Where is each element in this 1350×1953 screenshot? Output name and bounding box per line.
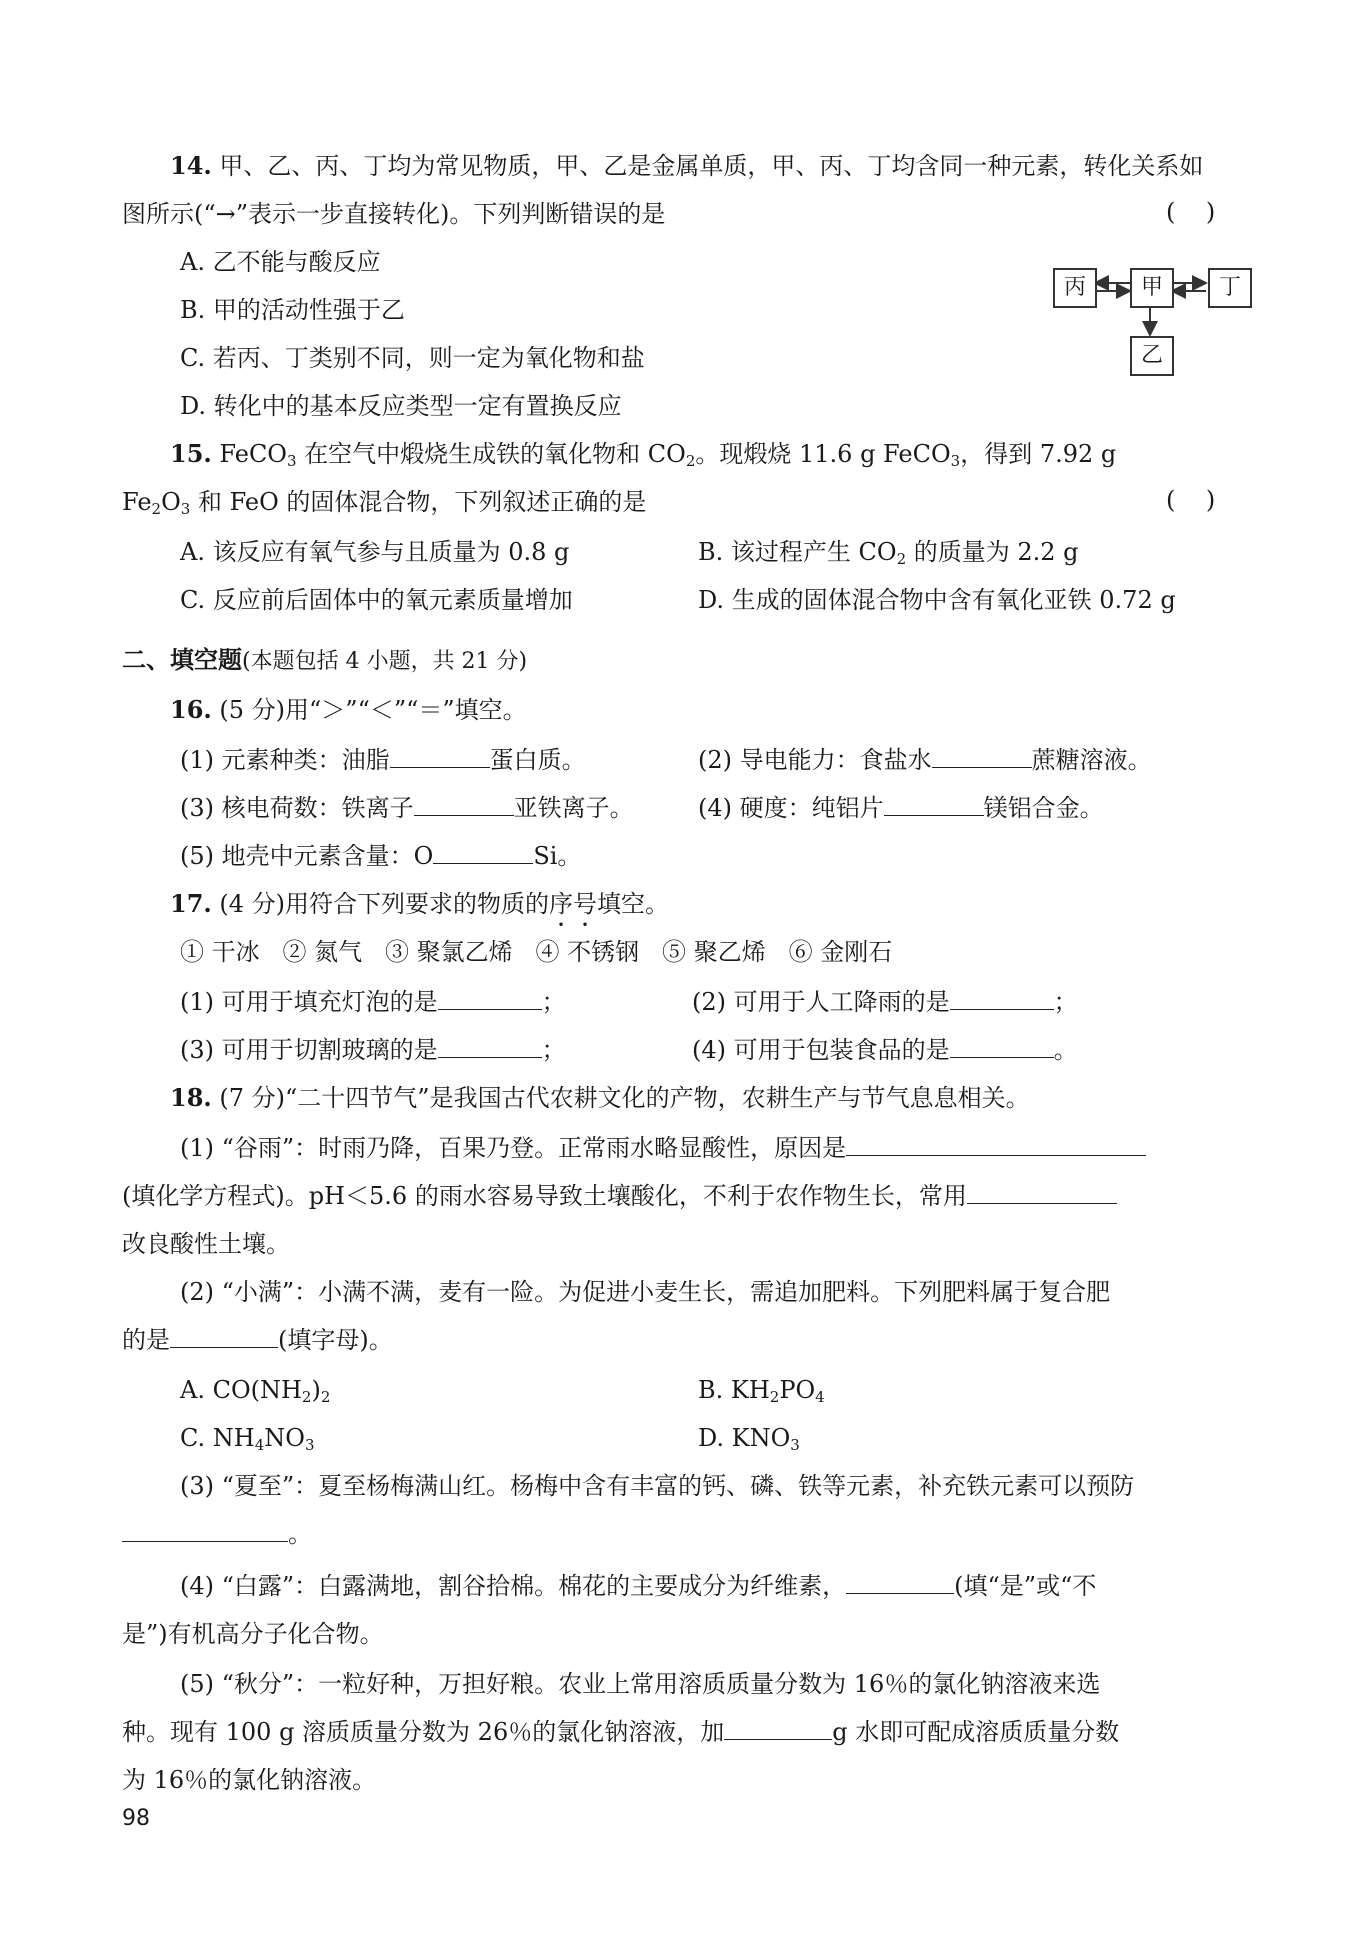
q18-blank-soil[interactable]: [967, 1181, 1117, 1204]
page-number: 98: [122, 1806, 150, 1831]
q14-option-c: C. 若丙、丁类别不同，则一定为氧化物和盐: [180, 344, 645, 372]
diagram-box-jia: 甲: [1130, 268, 1174, 308]
q18-p1-line3: 改良酸性土壤。: [122, 1230, 290, 1258]
q18-blank-equation[interactable]: [846, 1133, 1146, 1156]
q17-sub-4-text: (4) 可用于包装食品的是: [692, 1036, 950, 1064]
q17-stem: [170, 888, 669, 932]
q17-sub-3: [180, 1034, 566, 1066]
q17-sub-4: [692, 1034, 1078, 1066]
q16-item-4: [698, 792, 1104, 824]
q16-item-3-suffix: 亚铁离子。: [513, 794, 634, 822]
q18-p5-line1: (5) “秋分”：一粒好种，万担好粮。农业上常用溶质质量分数为 16％的氯化钠溶液来选: [180, 1670, 1101, 1698]
q17-sub-1: [180, 986, 566, 1018]
q18-p2-line1: (2) “小满”：小满不满，麦有一险。为促进小麦生长，需追加肥料。下列肥料属于复合肥: [180, 1278, 1111, 1306]
q18-stem: [170, 1082, 1030, 1114]
q15-option-b: B. 该过程产生 $CO_2$ 的质量为 2.2 g: [698, 538, 1079, 568]
q18-p5-text-b: g 水即可配成溶质质量分数: [832, 1718, 1120, 1746]
q18-p1-text-a: (1) “谷雨”：时雨乃降，百果乃登。正常雨水略显酸性，原因是: [180, 1134, 847, 1162]
q15-option-c: C. 反应前后固体中的氧元素质量增加: [180, 586, 573, 614]
diagram-box-bing: 丙: [1053, 268, 1097, 308]
q17-sub-1-text: (1) 可用于填充灯泡的是: [180, 988, 438, 1016]
q16-item-4-prefix: (4) 硬度：纯铝片: [698, 794, 884, 822]
q16-stem-text: (5 分)用“＞”“＜”“＝”填空。: [219, 696, 527, 724]
q17-stem-part-b: 填空。: [597, 890, 670, 918]
q15-option-a: A. 该反应有氧气参与且质量为 0.8 g: [180, 538, 570, 566]
q18-blank-fertilizer[interactable]: [170, 1325, 278, 1348]
q18-p2-option-c: C. $NH_4NO_3$: [180, 1424, 315, 1454]
q17-stem-part-a: (4 分)用符合下列要求的物质的: [219, 890, 550, 918]
q18-p5-text-a: 种。现有 100 g 溶质质量分数为 26％的氯化钠溶液，加: [122, 1718, 725, 1746]
section2-note: (本题包括 4 小题，共 21 分): [242, 649, 528, 674]
q17-sub-3-punct: ；: [541, 1036, 566, 1064]
q18-p2-option-a: A. $CO(NH_2)_2$: [180, 1376, 331, 1406]
q18-blank-cellulose[interactable]: [846, 1571, 954, 1594]
q15-option-d: D. 生成的固体混合物中含有氧化亚铁 0.72 g: [698, 586, 1176, 614]
q16-number: 16.: [170, 695, 212, 724]
q18-blank-water[interactable]: [724, 1717, 832, 1740]
q17-stem-emphasis: 序号: [549, 890, 598, 918]
q18-p4-text-a: (4) “白露”：白露满地，割谷拾棉。棉花的主要成分为纤维素，: [180, 1572, 847, 1600]
q18-p3-line1: (3) “夏至”：夏至杨梅满山红。杨梅中含有丰富的钙、磷、铁等元素，补充铁元素可以预防: [180, 1472, 1135, 1500]
q18-p5-line2: [122, 1716, 1119, 1748]
q16-item-2-suffix: 蔗糖溶液。: [1031, 746, 1152, 774]
q14-option-b: B. 甲的活动性强于乙: [180, 296, 405, 324]
q16-blank-3[interactable]: [414, 793, 514, 816]
q17-blank-3[interactable]: [438, 1035, 542, 1058]
q16-blank-5[interactable]: [433, 841, 533, 864]
q18-p2-text-b: (填字母)。: [278, 1326, 393, 1354]
q16-item-5: [180, 840, 581, 872]
q16-blank-4[interactable]: [884, 793, 984, 816]
q18-p4-line2: 是”)有机高分子化合物。: [122, 1620, 384, 1648]
diagram-box-yi: 乙: [1130, 336, 1174, 376]
q16-blank-2[interactable]: [932, 745, 1032, 768]
q18-p2-option-d: D. $KNO_3$: [698, 1424, 800, 1454]
q17-sub-2-punct: ；: [1053, 988, 1078, 1016]
q17-sub-2: [692, 986, 1078, 1018]
q18-p2-option-b: B. $KH_2PO_4$: [698, 1376, 825, 1406]
q14-option-d: D. 转化中的基本反应类型一定有置换反应: [180, 392, 622, 420]
q14-answer-paren: ( ): [1166, 198, 1216, 226]
q15-stem-line1: 15. FeCO$_3$ 在空气中煅烧生成铁的氧化物和 $CO_2$。现煅烧 11.6 g FeCO$_3$，得到 7.92 g: [170, 439, 1117, 470]
q15-stem-line2: $Fe_2O_3$ 和 FeO 的固体混合物，下列叙述正确的是: [122, 488, 647, 518]
q17-blank-2[interactable]: [950, 987, 1054, 1010]
diagram-box-ding: 丁: [1208, 268, 1252, 308]
q16-item-2-prefix: (2) 导电能力：食盐水: [698, 746, 932, 774]
q14-number: 14.: [170, 151, 212, 180]
q16-item-1-prefix: (1) 元素种类：油脂: [180, 746, 390, 774]
q16-item-3-prefix: (3) 核电荷数：铁离子: [180, 794, 414, 822]
q14-stem-line2: 图所示(“→”表示一步直接转化)。下列判断错误的是: [122, 200, 666, 228]
q18-p1-text-b: (填化学方程式)。pH＜5.6 的雨水容易导致土壤酸化，不利于农作物生长，常用: [122, 1182, 967, 1210]
section2-title: 二、填空题: [122, 645, 242, 674]
q16-item-5-prefix: (5) 地壳中元素含量：O: [180, 842, 434, 870]
q17-sub-1-punct: ；: [541, 988, 566, 1016]
q18-number: 18.: [170, 1083, 212, 1112]
q18-p3-text-b: 。: [288, 1520, 312, 1548]
q16-item-1: [180, 744, 586, 776]
q15-answer-paren: ( ): [1166, 486, 1216, 514]
section2-heading: [122, 644, 527, 678]
q18-p3-line2: [122, 1518, 312, 1550]
q14-option-a: A. 乙不能与酸反应: [180, 248, 381, 276]
q18-p2-text-a: 的是: [122, 1326, 170, 1354]
q18-blank-disease[interactable]: [122, 1519, 288, 1542]
q17-sub-4-punct: 。: [1053, 1036, 1078, 1064]
q18-stem-text: (7 分)“二十四节气”是我国古代农耕文化的产物，农耕生产与节气息息相关。: [219, 1084, 1030, 1112]
q16-item-3: [180, 792, 634, 824]
q16-item-2: [698, 744, 1152, 776]
q17-sub-2-text: (2) 可用于人工降雨的是: [692, 988, 950, 1016]
q18-p2-line2: [122, 1324, 393, 1356]
q17-number: 17.: [170, 889, 212, 918]
q17-substance-list: ① 干冰 ② 氮气 ③ 聚氯乙烯 ④ 不锈钢 ⑤ 聚乙烯 ⑥ 金刚石: [180, 938, 893, 966]
q16-blank-1[interactable]: [390, 745, 490, 768]
q14-stem-text1: 甲、乙、丙、丁均为常见物质，甲、乙是金属单质，甲、丙、丁均含同一种元素，转化关系如: [219, 152, 1204, 180]
q18-p5-line3: 为 16％的氯化钠溶液。: [122, 1766, 377, 1794]
q16-stem: [170, 694, 527, 726]
q17-blank-4[interactable]: [950, 1035, 1054, 1058]
q16-item-1-suffix: 蛋白质。: [489, 746, 586, 774]
q17-blank-1[interactable]: [438, 987, 542, 1010]
q16-item-4-suffix: 镁铝合金。: [983, 794, 1104, 822]
q16-item-5-suffix: Si。: [533, 842, 582, 870]
q15-number: 15.: [170, 439, 212, 468]
q18-p1-line1: [180, 1132, 1146, 1164]
q17-sub-3-text: (3) 可用于切割玻璃的是: [180, 1036, 438, 1064]
q18-p4-text-b: (填“是”或“不: [954, 1572, 1097, 1600]
q18-p1-line2: [122, 1180, 1117, 1212]
q18-p4-line1: [180, 1570, 1096, 1602]
